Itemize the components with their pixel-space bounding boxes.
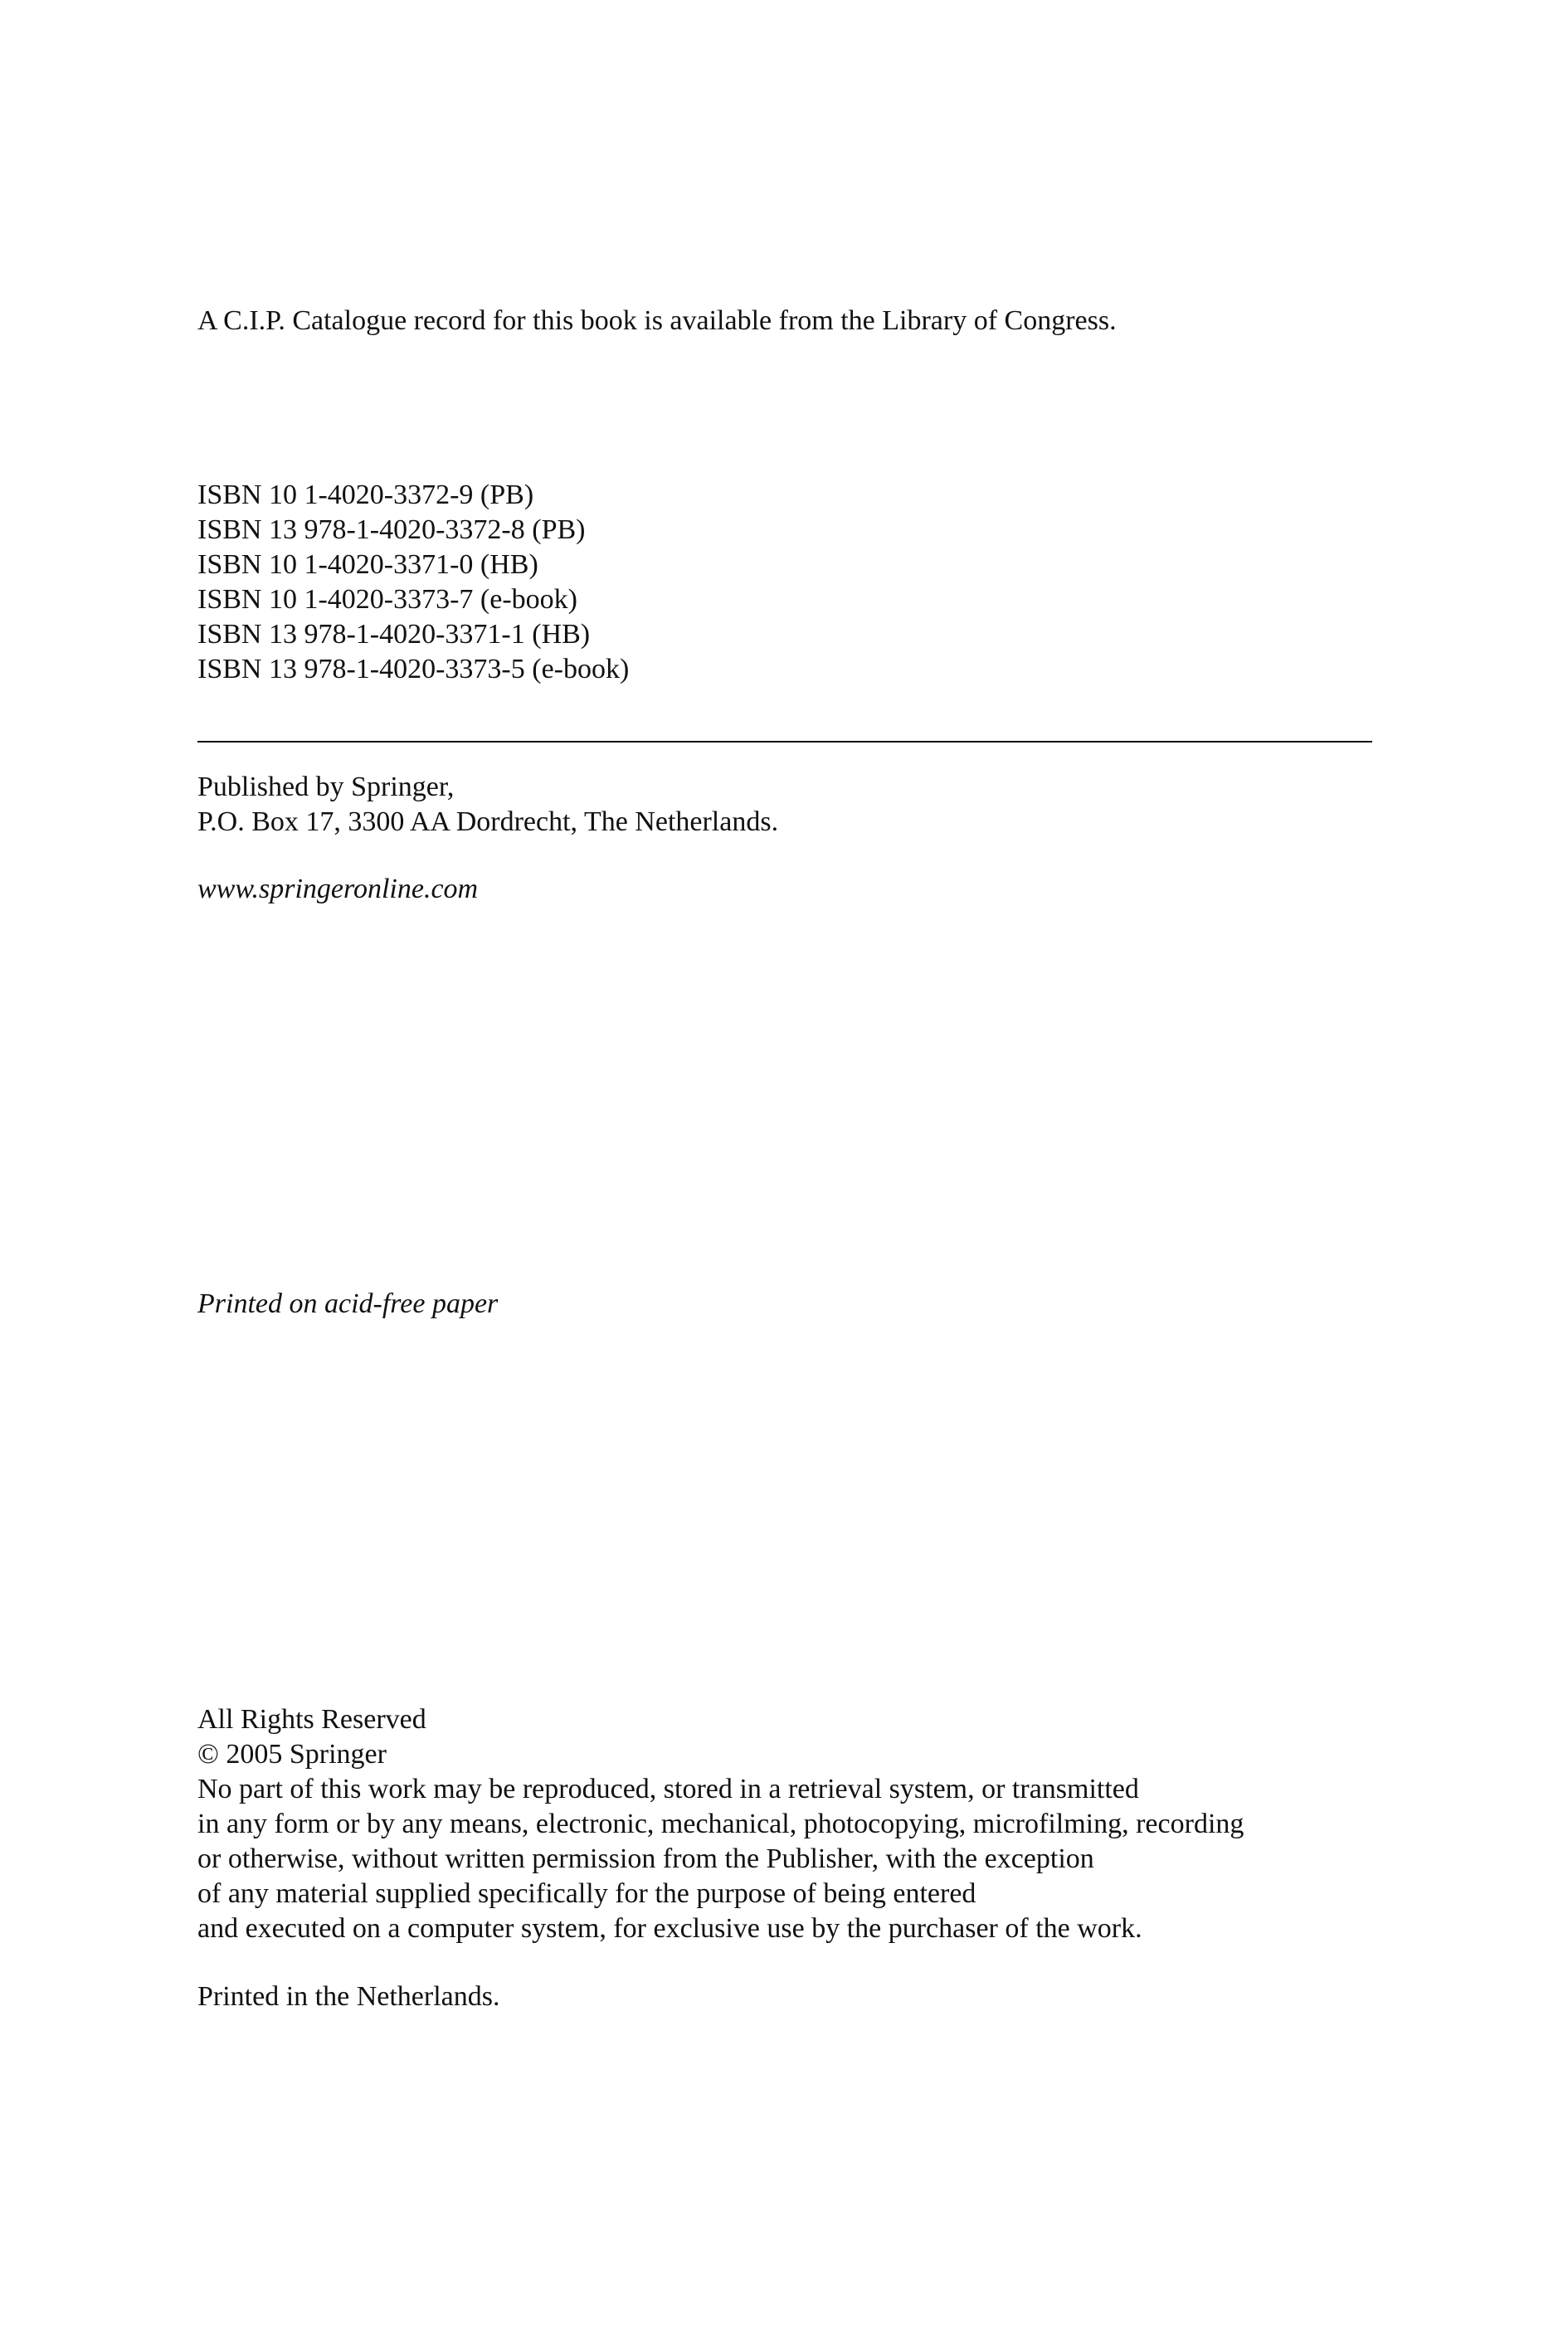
rights-text-line: of any material supplied specifically for the purpose of being entered [197, 1878, 976, 1909]
isbn-list [197, 478, 629, 687]
divider-rule [197, 741, 1372, 743]
publisher-address: P.O. Box 17, 3300 AA Dordrecht, The Netherlands. [197, 806, 779, 837]
rights-text-line: in any form or by any means, electronic, mechanical, photocopying, microfilming, recording [197, 1809, 1244, 1839]
publisher-info [197, 770, 778, 840]
rights-text-line: No part of this work may be reproduced, stored in a retrieval system, or transmitted [197, 1774, 1139, 1804]
printed-in: Printed in the Netherlands. [197, 1981, 500, 2012]
isbn-line: ISBN 10 1-4020-3372-9 (PB) [197, 480, 534, 510]
publisher-line: Published by Springer, [197, 772, 455, 802]
isbn-line: ISBN 13 978-1-4020-3371-1 (HB) [197, 619, 591, 650]
rights-heading: All Rights Reserved [197, 1704, 426, 1735]
isbn-line: ISBN 10 1-4020-3371-0 (HB) [197, 549, 538, 580]
isbn-line: ISBN 10 1-4020-3373-7 (e-book) [197, 584, 577, 615]
isbn-line: ISBN 13 978-1-4020-3373-5 (e-book) [197, 654, 630, 684]
rights-section [197, 1702, 1244, 1946]
cip-notice: A C.I.P. Catalogue record for this book is available from the Library of Congress. [197, 305, 1117, 336]
publisher-website[interactable]: www.springeronline.com [197, 874, 479, 904]
rights-text-line: or otherwise, without written permission from the Publisher, with the exception [197, 1843, 1094, 1874]
isbn-line: ISBN 13 978-1-4020-3372-8 (PB) [197, 514, 586, 545]
paper-note: Printed on acid-free paper [197, 1288, 499, 1319]
rights-text-line: and executed on a computer system, for exclusive use by the purchaser of the work. [197, 1913, 1142, 1944]
copyright-line: © 2005 Springer [197, 1739, 387, 1770]
